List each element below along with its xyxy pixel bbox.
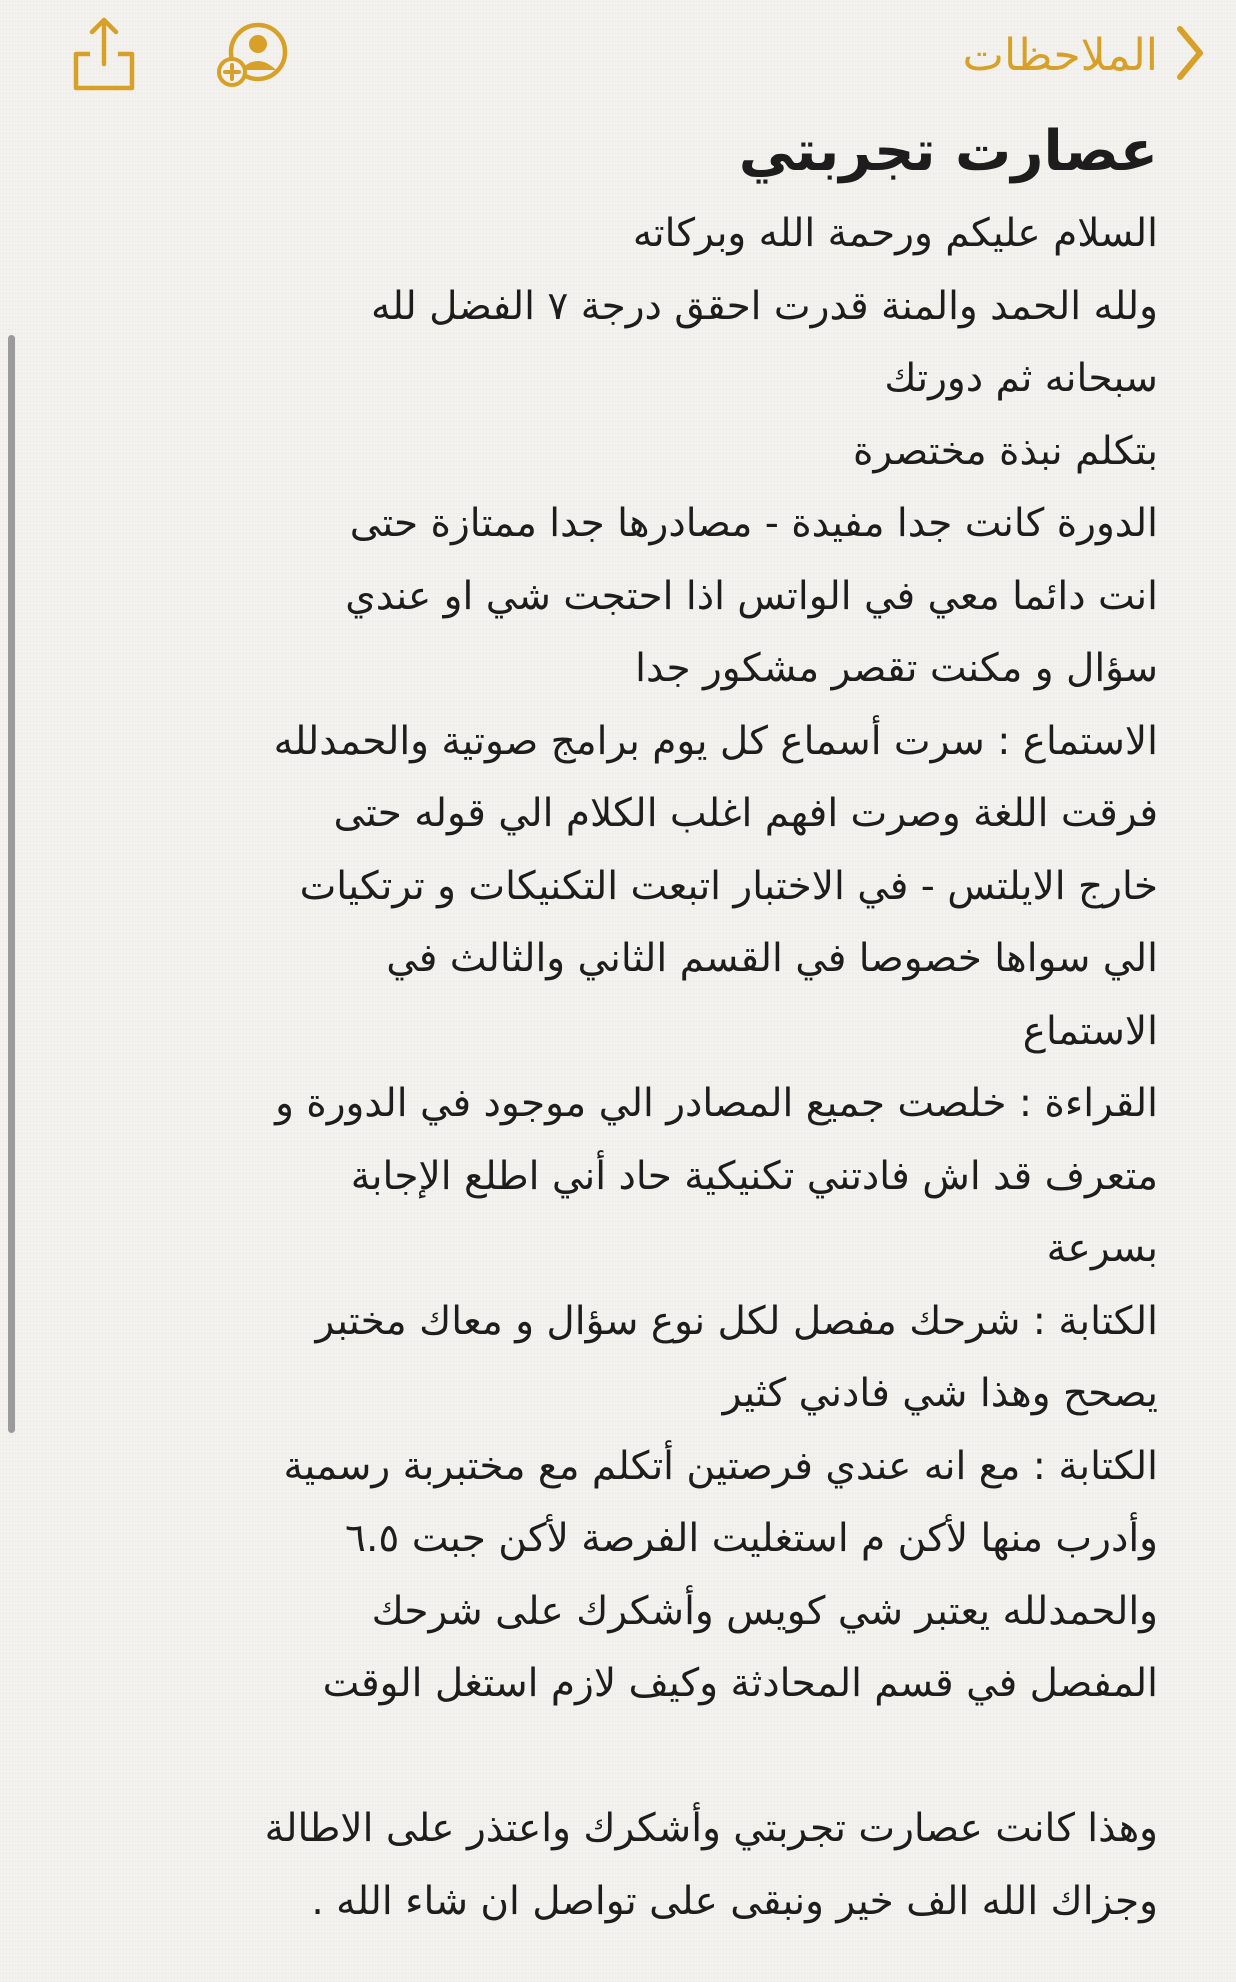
chevron-left-icon (1172, 25, 1206, 85)
closing-line: وهذا كانت عصارت تجربتي وأشكرك واعتذر على الاطالة (264, 1806, 1158, 1851)
scroll-indicator[interactable] (8, 335, 15, 1433)
note-line: سبحانه ثم دورتك (884, 356, 1158, 401)
note-line: القراءة : خلصت جميع المصادر الي موجود في الدورة و (275, 1081, 1158, 1126)
share-icon (62, 81, 146, 100)
back-button[interactable] (963, 18, 1206, 92)
note-line: وأدرب منها لأكن م استغليت الفرصة لأكن جبت ٦.٥ (345, 1516, 1158, 1561)
note-line: متعرف قد اش فادتني تكنيكية حاد أني اطلع الإجابة (350, 1153, 1158, 1199)
note-line: الاستماع : سرت أسماع كل يوم برامج صوتية والحمدلله (273, 718, 1158, 764)
note-line: بسرعة (1046, 1226, 1158, 1271)
add-person-icon (212, 81, 296, 100)
note-line: الكتابة : مع انه عندي فرصتين أتكلم مع مختبربة رسمية (283, 1443, 1158, 1489)
note-line: ولله الحمد والمنة قدرت احقق درجة ٧ الفضل لله (371, 283, 1158, 329)
share-button[interactable] (62, 12, 146, 96)
add-person-button[interactable] (212, 12, 296, 96)
note-line: سؤال و مكنت تقصر مشكور جدا (635, 646, 1158, 691)
note-body[interactable] (48, 112, 1158, 1938)
note-line: المفصل في قسم المحادثة وكيف لازم استغل الوقت (322, 1661, 1158, 1706)
note-line: يصحح وهذا شي فادني كثير (722, 1371, 1158, 1416)
note-line: الاستماع (1022, 1008, 1158, 1054)
note-line: الكتابة : شرحك مفصل لكل نوع سؤال و معاك مختبر (315, 1298, 1158, 1344)
blank-line (48, 1721, 1158, 1794)
back-button-label: الملاحظات (962, 29, 1158, 81)
closing-line: وجزاك الله الف خير ونبقى على تواصل ان شاء الله . (311, 1878, 1158, 1924)
note-line: بتكلم نبذة مختصرة (853, 428, 1158, 474)
note-line: الدورة كانت جدا مفيدة - مصادرها جدا ممتازة حتى (349, 501, 1158, 546)
note-title: عصارت تجربتي (738, 119, 1158, 184)
note-line: السلام عليكم ورحمة الله وبركاته (632, 211, 1158, 256)
navigation-toolbar (0, 0, 1236, 110)
note-line: الي سواها خصوصا في القسم الثاني والثالث في (386, 936, 1158, 981)
note-line: انت دائما معي في الواتس اذا احتجت شي او عندي (345, 573, 1158, 619)
note-line: والحمدلله يعتبر شي كويس وأشكرك على شرحك (371, 1588, 1158, 1634)
note-line: فرقت اللغة وصرت افهم اغلب الكلام الي قوله حتى (333, 791, 1158, 836)
note-line: خارج الايلتس - في الاختبار اتبعت التكنيكات و ترتكيات (299, 863, 1158, 909)
